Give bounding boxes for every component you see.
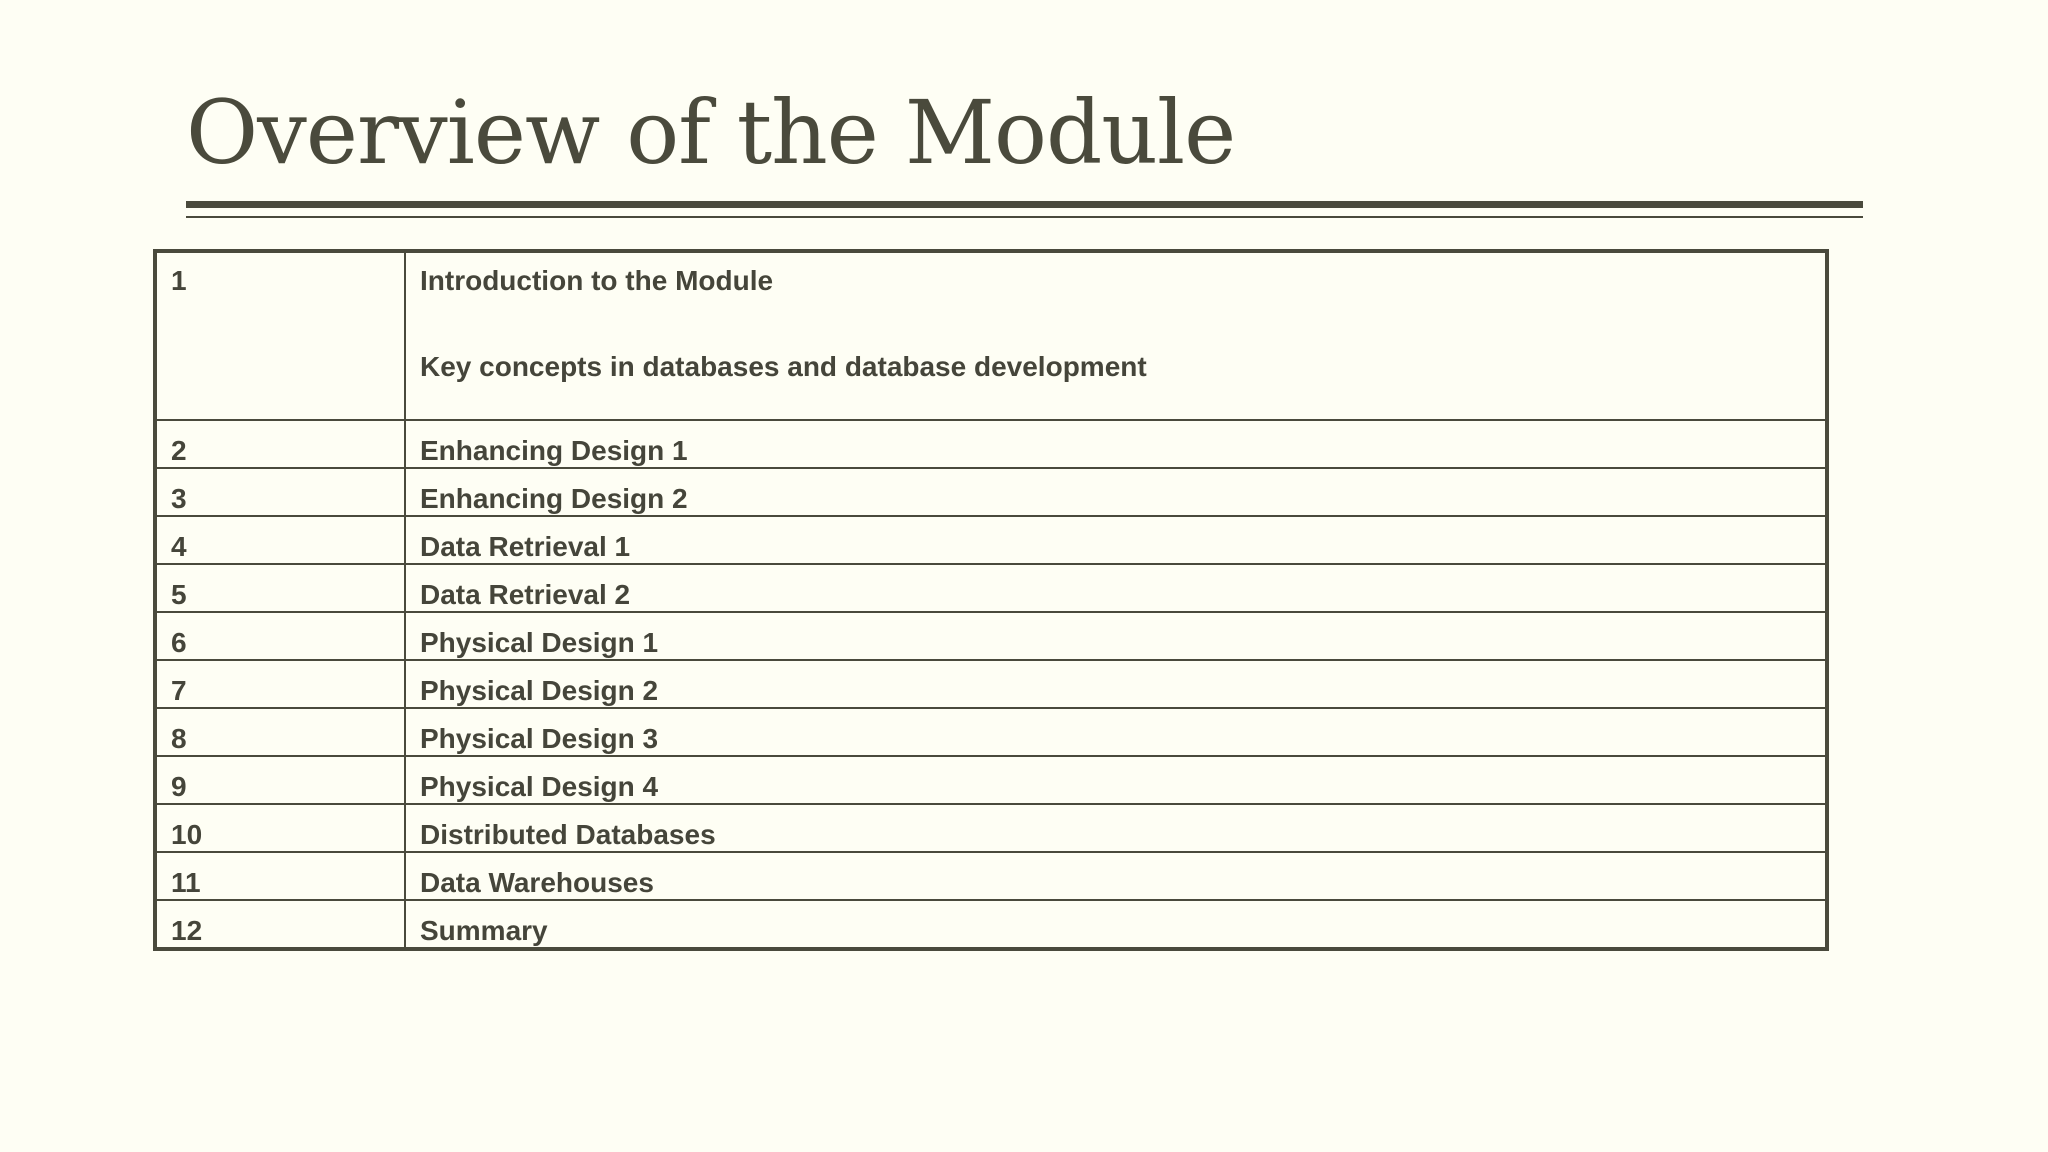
topic-cell: Enhancing Design 2 bbox=[405, 468, 1827, 516]
topic-cell: Enhancing Design 1 bbox=[405, 420, 1827, 468]
week-number-cell: 8 bbox=[155, 708, 405, 756]
topic-cell: Distributed Databases bbox=[405, 804, 1827, 852]
table-row bbox=[155, 612, 1827, 660]
table-row bbox=[155, 468, 1827, 516]
week-number-cell: 4 bbox=[155, 516, 405, 564]
week-number-cell: 5 bbox=[155, 564, 405, 612]
topic-title: Introduction to the Module bbox=[420, 265, 774, 296]
topic-cell: Data Warehouses bbox=[405, 852, 1827, 900]
topic-cell: Physical Design 1 bbox=[405, 612, 1827, 660]
week-number-cell: 11 bbox=[155, 852, 405, 900]
table-row bbox=[155, 251, 1827, 420]
table-row bbox=[155, 516, 1827, 564]
table-row bbox=[155, 564, 1827, 612]
week-number-cell: 2 bbox=[155, 420, 405, 468]
topic-cell: Data Retrieval 2 bbox=[405, 564, 1827, 612]
week-number-cell: 6 bbox=[155, 612, 405, 660]
week-number-cell: 9 bbox=[155, 756, 405, 804]
table-row bbox=[155, 804, 1827, 852]
table-row bbox=[155, 900, 1827, 949]
table-row bbox=[155, 708, 1827, 756]
slide-title: Overview of the Module bbox=[186, 81, 1236, 184]
week-number-cell: 7 bbox=[155, 660, 405, 708]
topic-subtitle: Key concepts in databases and database development bbox=[420, 351, 1147, 382]
topic-cell: Physical Design 3 bbox=[405, 708, 1827, 756]
topic-cell: Summary bbox=[405, 900, 1827, 949]
module-schedule-table bbox=[153, 249, 1829, 951]
table-row bbox=[155, 660, 1827, 708]
topic-cell bbox=[405, 251, 1827, 420]
week-number-cell: 10 bbox=[155, 804, 405, 852]
table-row bbox=[155, 420, 1827, 468]
week-number-cell: 1 bbox=[155, 251, 405, 420]
topic-cell: Physical Design 4 bbox=[405, 756, 1827, 804]
table-row bbox=[155, 852, 1827, 900]
topic-cell: Physical Design 2 bbox=[405, 660, 1827, 708]
table-row bbox=[155, 756, 1827, 804]
title-underline-thick bbox=[186, 201, 1863, 208]
topic-cell: Data Retrieval 1 bbox=[405, 516, 1827, 564]
week-number-cell: 3 bbox=[155, 468, 405, 516]
week-number-cell: 12 bbox=[155, 900, 405, 949]
title-underline-thin bbox=[186, 216, 1863, 218]
